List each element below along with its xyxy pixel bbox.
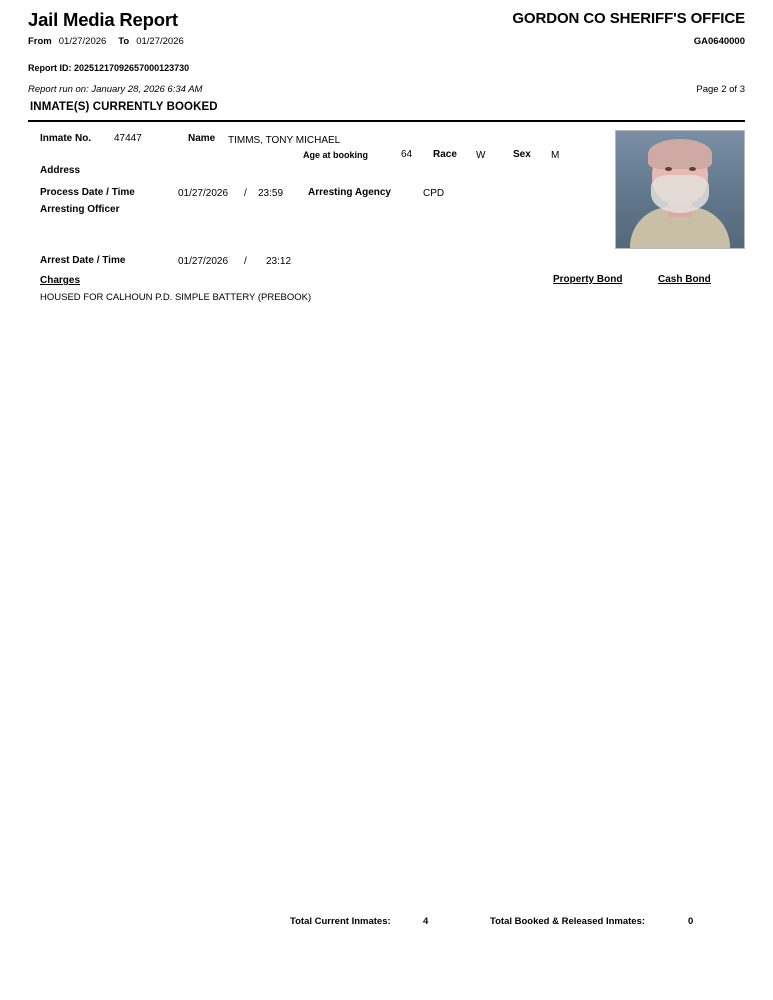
to-value: 01/27/2026: [136, 36, 184, 48]
header-runinfo-row: [28, 84, 745, 95]
section-divider: [28, 120, 745, 122]
office-name: GORDON CO SHERIFF'S OFFICE: [512, 10, 745, 27]
date-range: [28, 36, 196, 47]
mugshot-beard: [651, 175, 709, 213]
section-title: INMATE(S) CURRENTLY BOOKED: [30, 101, 218, 113]
inmate-mugshot: [615, 130, 745, 249]
run-on-label: Report run on:: [28, 84, 89, 96]
arrest-datetime-label: Arrest Date / Time: [40, 255, 126, 266]
agency-code: GA0640000: [693, 36, 745, 48]
cash-bond-label: Cash Bond: [658, 274, 711, 285]
mugshot-eye-right: [689, 167, 696, 171]
process-time-value: 23:59: [258, 188, 284, 199]
from-label: From: [28, 36, 52, 48]
report-run-on: [28, 84, 202, 95]
name-label: Name: [188, 133, 216, 144]
run-on-value: January 28, 2026 6:34 AM: [91, 84, 203, 96]
charge-item: HOUSED FOR CALHOUN P.D. SIMPLE BATTERY (PREBOOK): [40, 292, 312, 303]
arrest-date-value: 01/27/2026: [178, 256, 229, 267]
process-date-value: 01/27/2026: [178, 188, 229, 199]
arresting-agency-label: Arresting Agency: [308, 187, 391, 198]
address-label: Address: [40, 165, 81, 176]
from-value: 01/27/2026: [58, 36, 107, 48]
process-slash: /: [244, 188, 247, 199]
process-datetime-label: Process Date / Time: [40, 187, 135, 198]
name-value: TIMMS, TONY MICHAEL: [228, 135, 341, 146]
race-value: W: [476, 150, 486, 161]
property-bond-label: Property Bond: [553, 274, 623, 285]
sex-value: M: [551, 150, 560, 161]
total-current-inmates-label: Total Current Inmates:: [290, 916, 391, 927]
total-current-inmates-value: 4: [423, 916, 429, 927]
report-id: Report ID: 20251217092657000123730: [28, 63, 190, 74]
arresting-agency-value: CPD: [423, 188, 445, 199]
arrest-slash: /: [244, 256, 247, 267]
page-number: Page 2 of 3: [696, 84, 745, 96]
sex-label: Sex: [513, 149, 531, 160]
race-label: Race: [433, 149, 457, 160]
arrest-time-value: 23:12: [266, 256, 292, 267]
mugshot-eye-left: [665, 167, 672, 171]
page-title: Jail Media Report: [28, 9, 178, 30]
total-booked-released-label: Total Booked & Released Inmates:: [490, 916, 646, 927]
inmate-no-label: Inmate No.: [40, 133, 92, 144]
header-top-row: [28, 10, 745, 30]
charges-label: Charges: [40, 275, 81, 286]
report-header: [28, 10, 745, 95]
total-booked-released-value: 0: [688, 916, 694, 927]
age-at-booking-label: Age at booking: [303, 150, 368, 160]
inmate-no-value: 47447: [114, 133, 142, 144]
mugshot-hair: [648, 139, 712, 169]
arresting-officer-label: Arresting Officer: [40, 204, 120, 215]
header-daterange-row: [28, 36, 745, 47]
age-at-booking-value: 64: [401, 149, 413, 160]
to-label: To: [118, 36, 130, 48]
